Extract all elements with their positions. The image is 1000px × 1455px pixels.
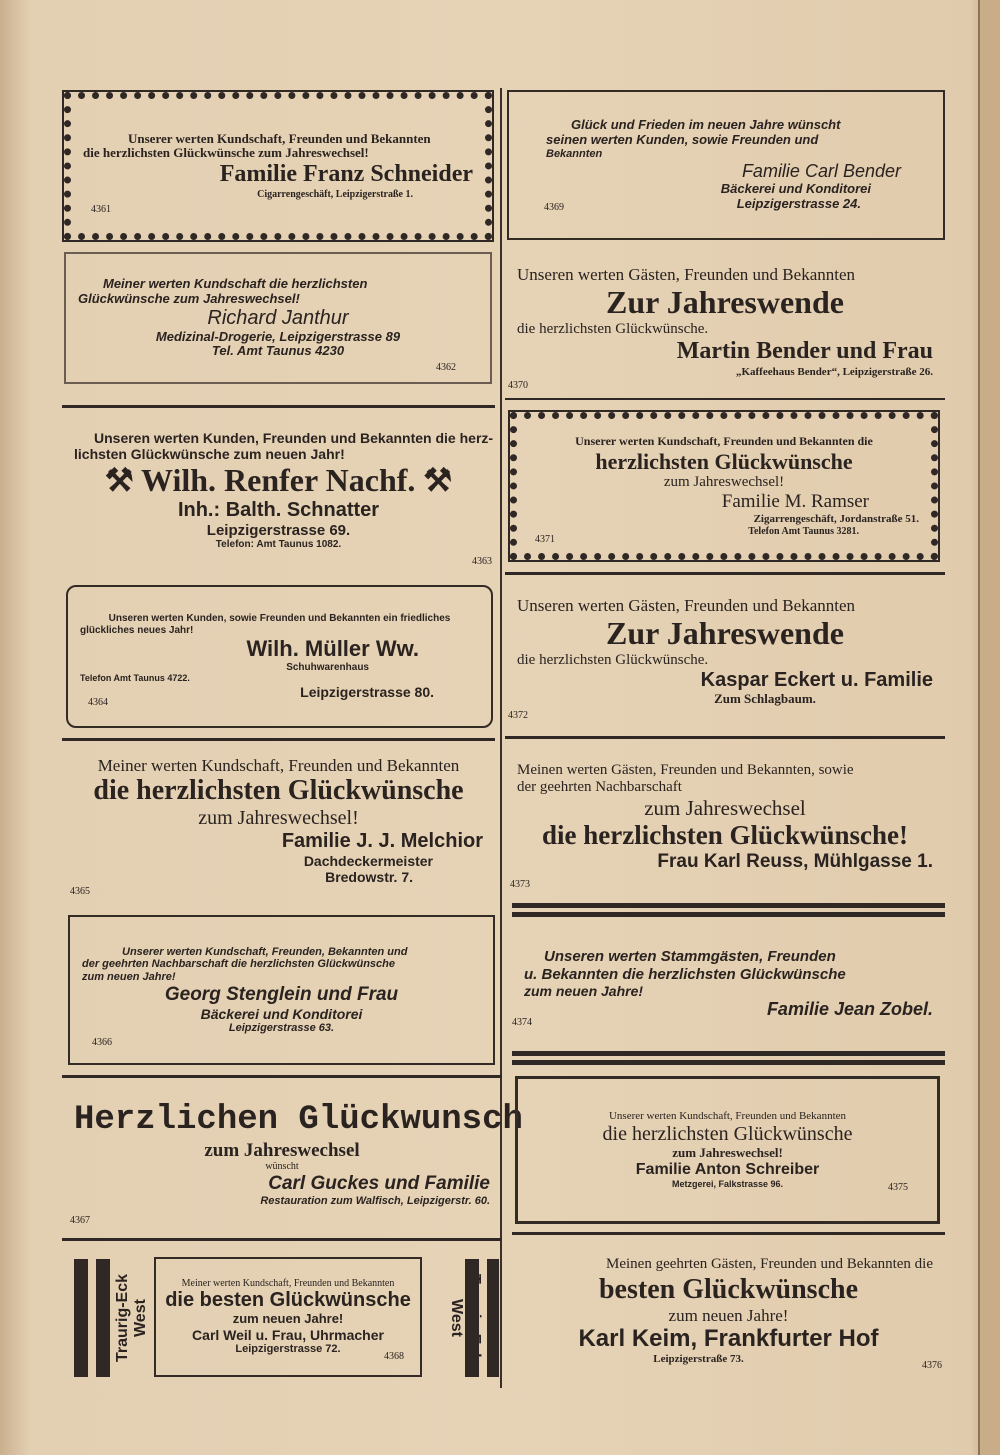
ad-line: Zum Schlagbaum. bbox=[714, 691, 816, 707]
ad-number: 4361 bbox=[91, 204, 111, 215]
ad-4371 bbox=[510, 412, 938, 560]
ad-line: die herzlichsten Glückwünsche. bbox=[517, 652, 709, 669]
ad-line: Inh.: Balth. Schnatter bbox=[177, 499, 380, 522]
ad-line: Restauration zum Walfisch, Leipzigerstr. 60. bbox=[260, 1194, 490, 1207]
ad-name: Familie Franz Schneider bbox=[219, 161, 473, 188]
ad-line: zum neuen Jahre! bbox=[524, 982, 644, 999]
ad-line: Unseren werten Gästen, Freunden und Bekannten bbox=[517, 264, 856, 284]
ad-line: besten Glückwünsche bbox=[598, 1273, 859, 1305]
ad-line: Meinen geehrten Gästen, Freunden und Bekannten die bbox=[606, 1256, 933, 1273]
ad-line: Meiner werten Kundschaft die herzlichsten bbox=[103, 275, 368, 291]
ad-line: u. Bekannten die herzlichsten Glückwünsche bbox=[524, 965, 846, 983]
ad-line: zum Jahreswechsel! bbox=[198, 807, 359, 830]
decorative-bar bbox=[74, 1259, 88, 1377]
ad-line: die herzlichsten Glückwünsche. bbox=[517, 320, 709, 337]
ad-4368 bbox=[62, 1238, 502, 1386]
ad-line: Glück und Frieden im neuen Jahre wünscht bbox=[571, 117, 841, 133]
ad-4361 bbox=[64, 92, 492, 240]
ad-line: Leipzigerstrasse 24. bbox=[736, 195, 861, 211]
ad-4368-box bbox=[154, 1257, 422, 1377]
ad-line: herzlichsten Glückwünsche bbox=[595, 448, 853, 474]
side-label: Traurig-Eck West bbox=[114, 1273, 149, 1363]
ad-name: Familie Jean Zobel. bbox=[766, 998, 933, 1019]
ad-line: Leipzigerstrasse 72. bbox=[235, 1343, 341, 1356]
ad-headline: Herzlichen Glückwunsch bbox=[74, 1100, 523, 1139]
ad-number: 4373 bbox=[510, 879, 530, 890]
decorative-bar bbox=[96, 1259, 110, 1377]
ad-line: Telefon Amt Taunus 4722. bbox=[80, 673, 190, 684]
ad-line: Meiner werten Kundschaft, Freunden und Bekannten bbox=[97, 755, 460, 775]
ad-line: die herzlichsten Glückwünsche bbox=[93, 775, 464, 807]
ad-4375 bbox=[515, 1076, 940, 1224]
ad-4374 bbox=[512, 903, 945, 1065]
ad-line: die herzlichsten Glückwünsche zum Jahreswechsel! bbox=[83, 145, 369, 161]
ad-4373 bbox=[505, 736, 945, 896]
ad-line: Unserer werten Kundschaft, Freunden und Bekannten bbox=[608, 1110, 847, 1123]
ad-number: 4369 bbox=[544, 202, 564, 213]
decorative-bar bbox=[487, 1259, 499, 1377]
ad-line: Metzgerei, Falkstrasse 96. bbox=[671, 1179, 784, 1190]
ad-line: Telefon Amt Taunus 3281. bbox=[748, 525, 859, 537]
ad-number: 4368 bbox=[384, 1351, 404, 1362]
ad-4367 bbox=[62, 1075, 523, 1230]
ad-line: Unserer werten Kundschaft, Freunden, Bekannten und bbox=[122, 945, 408, 958]
ad-line: seinen werten Kunden, sowie Freunden und bbox=[546, 132, 819, 148]
ad-line: Dachdeckermeister bbox=[303, 853, 433, 870]
ad-line: die herzlichsten Glückwünsche! bbox=[541, 820, 908, 851]
ad-line: Unserer werten Kundschaft, Freunden und Bekannten bbox=[128, 130, 431, 146]
ad-name: Familie M. Ramser bbox=[721, 491, 869, 513]
ad-line: Unseren werten Kunden, sowie Freunden und Bekannten ein friedliches bbox=[108, 613, 451, 625]
ad-headline: Zur Jahreswende bbox=[606, 284, 844, 321]
ad-line: Leipzigerstraße 73. bbox=[653, 1352, 744, 1365]
ad-4363 bbox=[62, 405, 495, 573]
ad-number: 4367 bbox=[70, 1215, 90, 1226]
ad-line: Schuhwarenhaus bbox=[286, 661, 369, 673]
ad-name: Carl Guckes und Familie bbox=[268, 1172, 490, 1194]
ad-line: Bäckerei und Konditorei bbox=[200, 1005, 363, 1022]
ad-headline: Zur Jahreswende bbox=[606, 615, 844, 652]
ad-number: 4365 bbox=[70, 886, 90, 897]
ad-line: glückliches neues Jahr! bbox=[80, 624, 194, 636]
ad-name: ⚒ Wilh. Renfer Nachf. ⚒ bbox=[104, 462, 453, 499]
ad-4364 bbox=[66, 585, 493, 728]
ad-number: 4371 bbox=[535, 534, 555, 545]
ad-line: lichsten Glückwünsche zum neuen Jahr! bbox=[74, 446, 345, 463]
ad-name: Carl Weil u. Frau, Uhrmacher bbox=[192, 1327, 384, 1344]
ad-4372 bbox=[505, 572, 945, 728]
ad-number: 4374 bbox=[512, 1017, 532, 1028]
ad-line: Tel. Amt Taunus 4230 bbox=[211, 343, 345, 359]
ad-line: wünscht bbox=[265, 1161, 299, 1173]
ad-line: Zigarrengeschäft, Jordanstraße 51. bbox=[753, 513, 919, 526]
ad-4362 bbox=[64, 252, 492, 384]
ad-number: 4364 bbox=[88, 697, 108, 708]
side-label: West bbox=[448, 1299, 465, 1337]
ad-number: 4370 bbox=[508, 380, 528, 391]
ad-name: Familie Anton Schreiber bbox=[635, 1160, 820, 1178]
ad-name: Frau Karl Reuss, Mühlgasse 1. bbox=[657, 851, 933, 873]
ad-name: Georg Stenglein und Frau bbox=[164, 983, 399, 1005]
ad-name: Richard Janthur bbox=[207, 306, 349, 329]
ad-line: Leipzigerstrasse 69. bbox=[206, 522, 351, 540]
ad-line: zum Jahreswechsel! bbox=[663, 473, 785, 490]
decorative-bar bbox=[465, 1259, 479, 1377]
ad-4376 bbox=[512, 1232, 945, 1387]
ad-number: 4372 bbox=[508, 710, 528, 721]
ad-line: „Kaffeehaus Bender“, Leipzigerstraße 26. bbox=[735, 365, 933, 378]
ad-line: Meinen werten Gästen, Freunden und Bekannten, sowie bbox=[517, 761, 854, 778]
ad-4366 bbox=[68, 915, 495, 1065]
ad-number: 4375 bbox=[888, 1182, 908, 1193]
ad-name: Familie Carl Bender bbox=[741, 160, 901, 181]
ad-4369 bbox=[507, 90, 945, 240]
ad-number: 4376 bbox=[922, 1360, 942, 1371]
ad-line: Unseren werten Kunden, Freunden und Bekannten die herz- bbox=[94, 430, 494, 447]
ad-line: Bredowstr. 7. bbox=[325, 869, 413, 886]
ad-4365 bbox=[62, 738, 495, 900]
ad-name: Familie J. J. Melchior bbox=[281, 830, 483, 853]
ad-line: Leipzigerstrasse 80. bbox=[300, 683, 434, 700]
ad-line: Meiner werten Kundschaft, Freunden und Bekannten bbox=[181, 1277, 395, 1289]
ad-name: Wilh. Müller Ww. bbox=[246, 636, 419, 662]
ad-line: Unseren werten Gästen, Freunden und Bekannten bbox=[517, 595, 856, 615]
ad-line: Medizinal-Drogerie, Leipzigerstrasse 89 bbox=[155, 328, 401, 344]
ad-line: Bekannten bbox=[546, 148, 603, 161]
ad-name: Martin Bender und Frau bbox=[676, 338, 933, 365]
ad-line: die herzlichsten Glückwünsche bbox=[602, 1122, 853, 1145]
ad-4370 bbox=[505, 245, 945, 400]
ad-line: Unseren werten Stammgästen, Freunden bbox=[544, 948, 836, 966]
ad-line: Leipzigerstrasse 63. bbox=[228, 1021, 335, 1034]
ad-line: Unserer werten Kundschaft, Freunden und Bekannten die bbox=[575, 433, 873, 448]
ad-number: 4362 bbox=[436, 362, 456, 373]
ad-line: zum neuen Jahre! bbox=[232, 1311, 344, 1327]
page-edge bbox=[978, 0, 1000, 1455]
ad-line: der geehrten Nachbarschaft die herzlichsten Glückwünsche bbox=[82, 958, 395, 971]
ad-line: der geehrten Nachbarschaft bbox=[517, 778, 682, 795]
ad-line: zum neuen Jahre! bbox=[668, 1305, 789, 1325]
ad-line: Telefon: Amt Taunus 1082. bbox=[215, 539, 342, 551]
ad-number: 4366 bbox=[92, 1037, 112, 1048]
ad-line: Cigarrengeschäft, Leipzigerstraße 1. bbox=[257, 188, 413, 200]
ad-line: zum Jahreswechsel bbox=[644, 796, 806, 821]
ad-line: zum Jahreswechsel bbox=[204, 1139, 360, 1161]
ad-name: Karl Keim, Frankfurter Hof bbox=[578, 1325, 879, 1353]
ad-line: zum Jahreswechsel! bbox=[672, 1144, 783, 1160]
ad-line: zum neuen Jahre! bbox=[82, 971, 176, 984]
ad-line: die besten Glückwünsche bbox=[165, 1289, 411, 1312]
ad-line: Bäckerei und Konditorei bbox=[720, 180, 871, 196]
ad-line: Glückwünsche zum Jahreswechsel! bbox=[78, 290, 300, 306]
ad-name: Kaspar Eckert u. Familie bbox=[700, 669, 933, 692]
ad-number: 4363 bbox=[472, 556, 492, 567]
